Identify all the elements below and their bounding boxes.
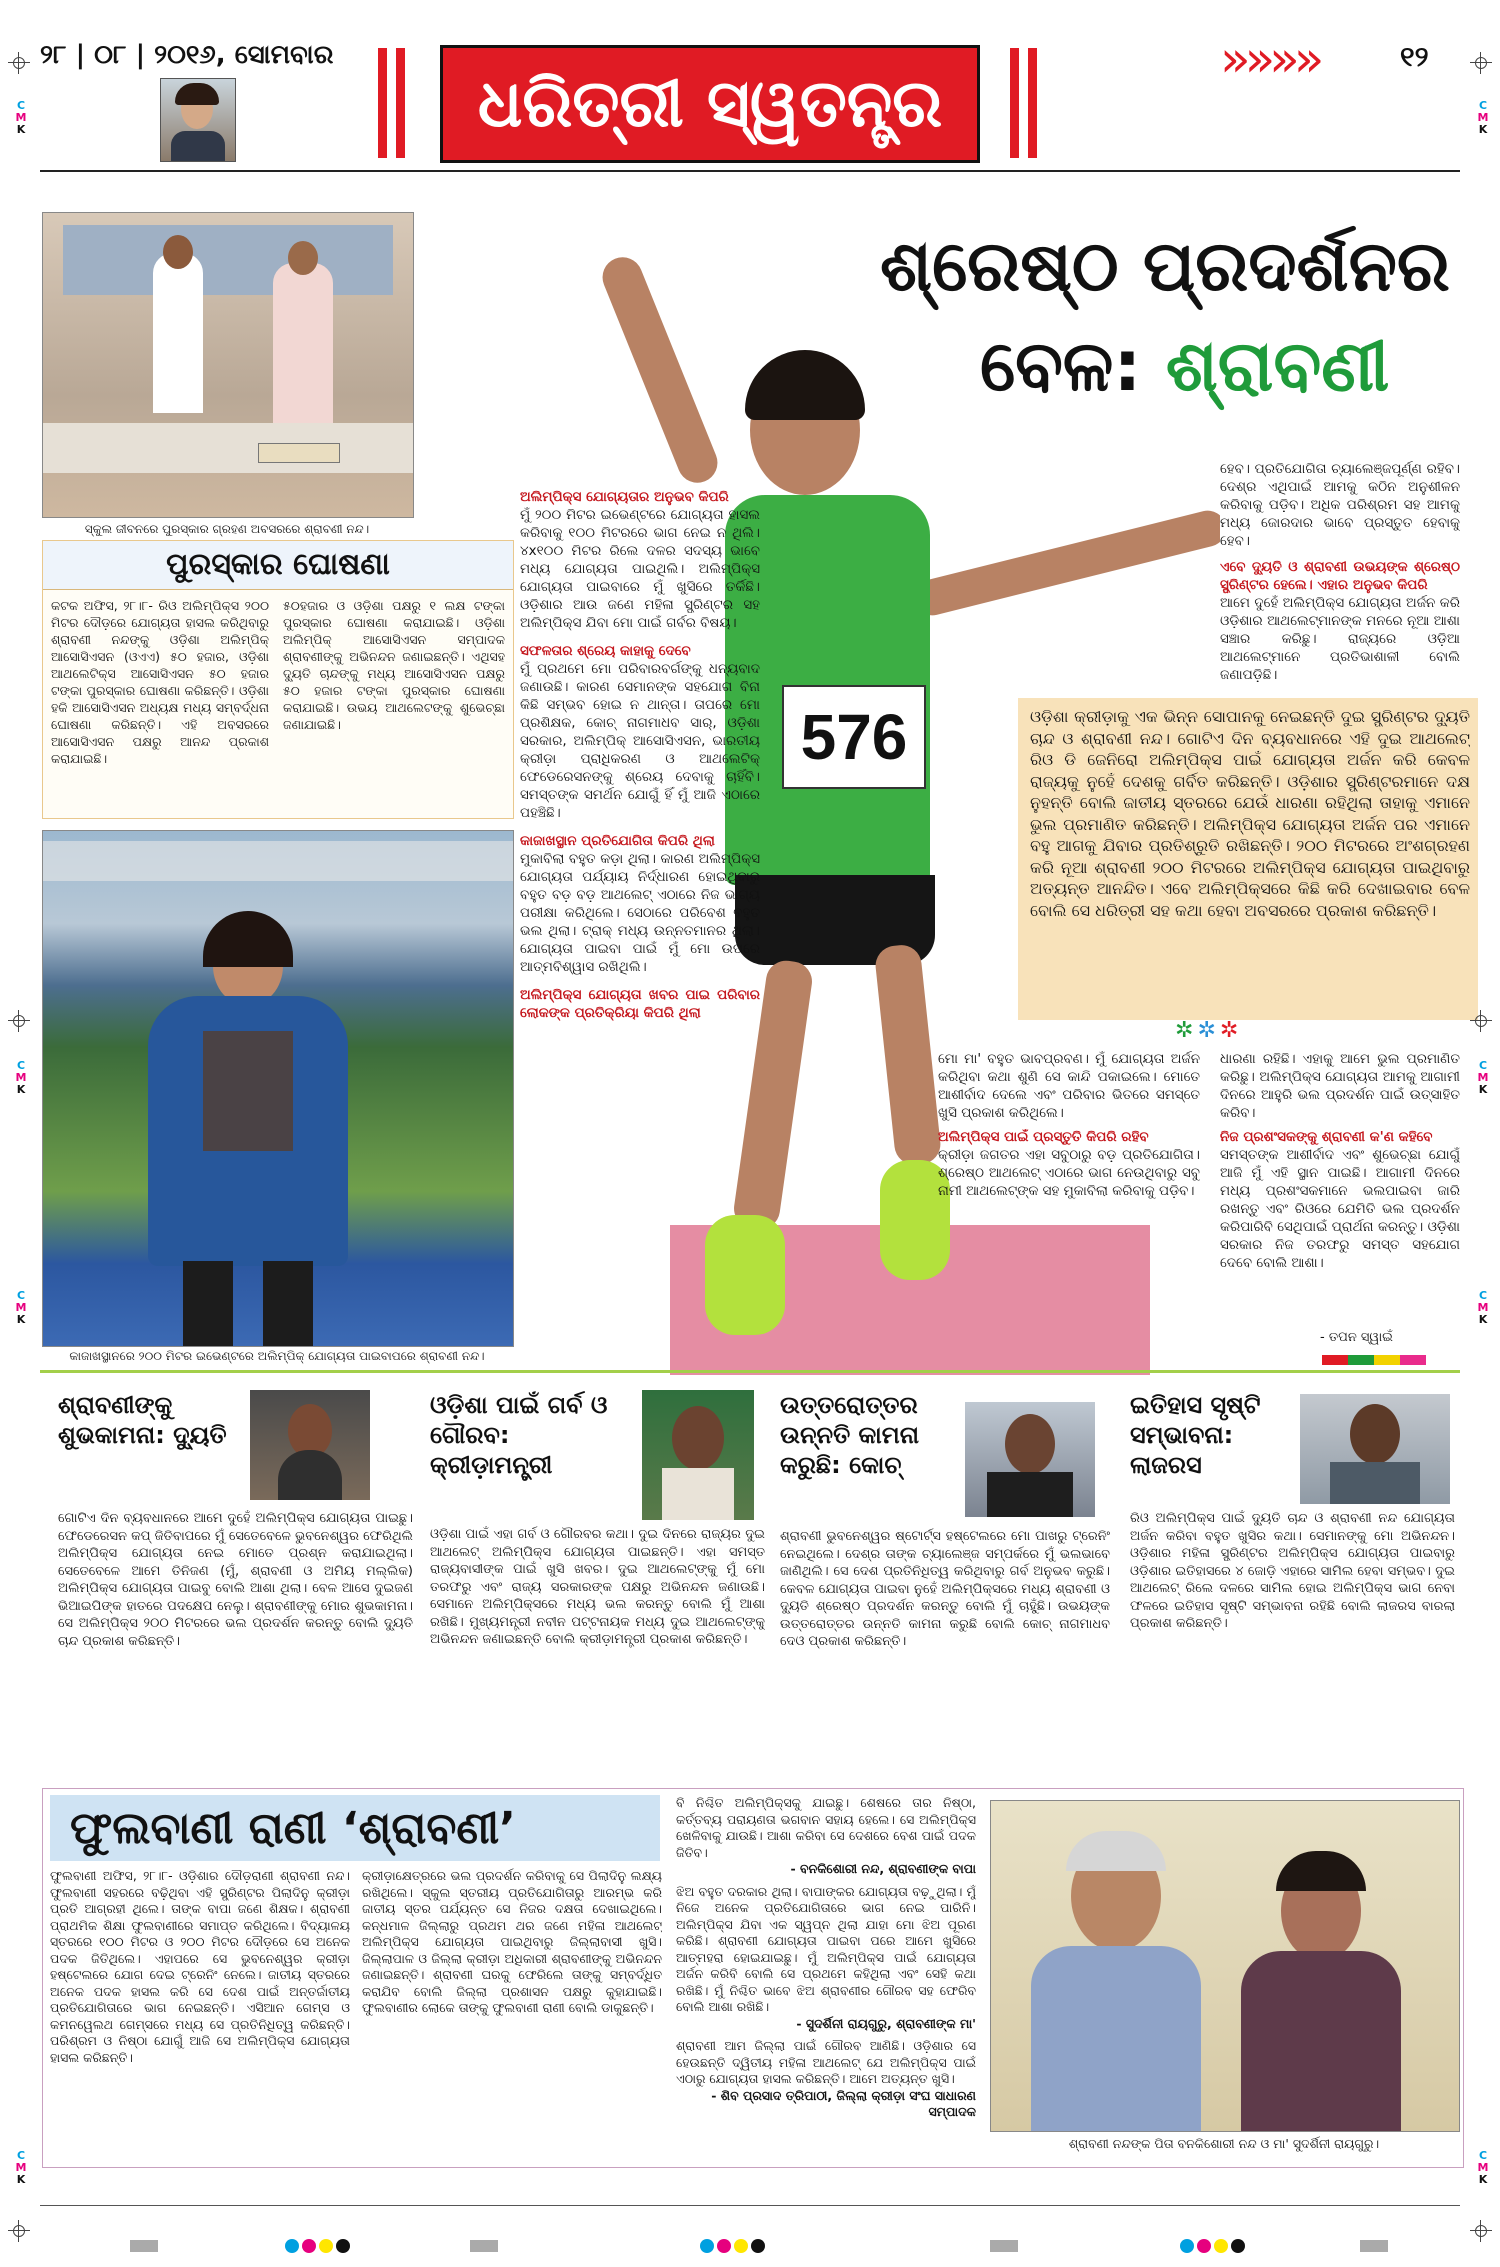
qa-answer: ମୁଁ ୨୦୦ ମିଟର ଇଭେଣ୍ଟରେ ଯୋଗ୍ୟତା ହାସଲ କରିବାକୁ ୧୦୦ ମିଟରରେ ଭାଗ ନେଇ ନ ଥିଲି। ୪x୧୦୦ ମିଟର ରିଲେ ଦଳର ସଦସ୍ୟ ଭାବେ ମଧ୍ୟ ଯୋଗ୍ୟତା ପାଇଥିଲି। ଅଲିମ୍ପିକ୍ସ ଯୋଗ୍ୟତା ପାଇବାରେ ମୁଁ ଖୁସିରେ ତର୍କିଛି। ଓଡ଼ିଶାର ଆଉ ଜଣେ ମହିଳା ସ୍ପ୍ରିଣ୍ଟର ସହ ଅଲିମ୍ପିକ୍ସ ଯିବା ମୋ ପାଇଁ ଗର୍ବର ବିଷୟ। xyxy=(520,507,760,631)
grey-mark xyxy=(470,2240,498,2252)
cmk-mark: C M K xyxy=(15,1059,27,1096)
color-tabs xyxy=(1322,1350,1442,1360)
cmk-mark: C M K xyxy=(15,99,27,136)
author-thumb-photo xyxy=(160,78,236,162)
wish-body: ରିଓ ଅଲିମ୍ପିକ୍ସ ପାଇଁ ଦ୍ୟୁତି ଚାନ୍ଦ ଓ ଶ୍ରାବଣୀ ନନ୍ଦ ଯୋଗ୍ୟତା ଅର୍ଜନ କରିବା ବହୁତ ଖୁସିର କଥା। ସେମାନଙ୍କୁ ମୋ ଅଭିନନ୍ଦନ। ଓଡ଼ିଶାର ମହିଳା ସ୍ପ୍ରିଣ୍ଟର ଅଲିମ୍ପିକ୍ସ ଯୋଗ୍ୟତା ପାଇବାରୁ ଓଡ଼ିଶାର ଇତିହାସରେ ୪ ଜୋଡ଼ି ଏହାରେ ସାମିଲ ହେବା ସମ୍ଭବ। ଦୁଇ ଆଥଲେଟ୍ ରିଲେ ଦଳରେ ସାମିଲ ହୋଇ ଅଲିମ୍ପିକ୍ସ ଭାଗ ନେବା ଫଳରେ ଇତିହାସ ସୃଷ୍ଟି ସମ୍ଭାବନା ରହିଛି ବୋଲି ଲାଜରସ ବାରଲା ପ୍ରକାଶ କରିଛନ୍ତି। xyxy=(1130,1511,1455,1631)
qa-heading: ନିଜ ପ୍ରଶଂସକଙ୍କୁ ଶ୍ରାବଣୀ କ'ଣ କହିବେ xyxy=(1220,1129,1433,1145)
crop-mark-icon xyxy=(1470,52,1492,74)
issue-date: ୨୮ | ୦୮ | ୨୦୧୬, ସୋମବାର xyxy=(40,40,334,70)
duti-portrait xyxy=(250,1390,370,1500)
grey-mark xyxy=(130,2240,158,2252)
cmyk-dots xyxy=(1180,2238,1248,2257)
crop-mark-icon xyxy=(1470,1010,1492,1032)
award-title: ପୁରସ୍କାର ଘୋଷଣା xyxy=(166,547,390,582)
official-quote-byline: - ଶିବ ପ୍ରସାଦ ତ୍ରିପାଠୀ, ଜିଲ୍ଲା କ୍ରୀଡ଼ା ସଂଘ ସାଧାରଣ ସମ୍ପାଦକ xyxy=(711,2087,976,2119)
qa-answer: ଧାରଣା ରହିଛି। ଏହାକୁ ଆମେ ଭୁଲ ପ୍ରମାଣିତ କରିଛୁ। ଅଲିମ୍ପିକ୍ସ ଯୋଗ୍ୟତା ଆମକୁ ଆଗାମୀ ଦିନରେ ଆହୁରି ଭଲ ପ୍ରଦର୍ଶନ ପାଇଁ ଉତ୍ସାହିତ କରିବ। xyxy=(1220,1051,1460,1121)
wish-box-lazarus xyxy=(1130,1390,1460,1760)
main-col-4 xyxy=(1220,1050,1460,1335)
crop-mark-icon xyxy=(1470,2220,1492,2242)
cmk-mark: C M K xyxy=(15,1289,27,1326)
page-number: ୧୨ xyxy=(1400,40,1429,73)
qa-heading: କାଜାଖସ୍ଥାନ ପ୍ରତିଯୋଗିତା କିପରି ଥିଲା xyxy=(520,833,715,849)
cmk-mark: C M K xyxy=(1477,1289,1489,1326)
father-quote-byline: - ବନକିଶୋରୀ ନନ୍ଦ, ଶ୍ରାବଣୀଙ୍କ ବାପା xyxy=(790,1861,976,1876)
ornament-icon: ✲✲✲ xyxy=(1175,1018,1243,1043)
qa-answer: ସମସ୍ତଙ୍କ ଆଶୀର୍ବାଦ ଏବଂ ଶୁଭେଚ୍ଛା ଯୋଗୁଁ ଆଜି ମୁଁ ଏହି ସ୍ଥାନ ପାଇଛି। ଆଗାମୀ ଦିନରେ ମଧ୍ୟ ପ୍ରଶଂସକମାନେ ଭଲପାଇବା ଜାରି ରଖନ୍ତୁ ଏବଂ ରିଓରେ ଯେମିତି ଭଲ ପ୍ରଦର୍ଶନ କରିପାରିବି ସେଥିପାଇଁ ପ୍ରାର୍ଥନା କରନ୍ତୁ। ଓଡ଼ିଶା ସରକାର ନିଜ ତରଫରୁ ସମସ୍ତ ସହଯୋଗ ଦେବେ ବୋଲି ଆଶା। xyxy=(1220,1147,1460,1271)
grey-mark xyxy=(1360,2240,1388,2252)
award-column-b: ୫୦ହଜାର ଓ ଓଡ଼ିଶା ପକ୍ଷରୁ ୧ ଲକ୍ଷ ଟଙ୍କା ପୁରସ୍କାର ଘୋଷଣା କରାଯାଇଛି। ଓଡ଼ିଶା ଅଲିମ୍ପିକ୍ ଆସୋସିଏସନ ସମ୍ପାଦକ ଶ୍ରାବଣୀଙ୍କୁ ଅଭିନନ୍ଦନ ଜଣାଇଛନ୍ତି। ଏଥିସହ ଦ୍ୟୁତି ଚାନ୍ଦଙ୍କୁ ମଧ୍ୟ ଆସୋସିଏସନ ପକ୍ଷରୁ ୫୦ ହଜାର ଟଙ୍କା ପୁରସ୍କାର ଘୋଷଣା କରାଯାଇଛି। ଉଭୟ ଆଥଲେଟଙ୍କୁ ଶୁଭେଚ୍ଛା ଜଣାଯାଇଛି। xyxy=(283,598,505,732)
cmk-mark: C M K xyxy=(1477,1059,1489,1096)
bottom-title: ଫୁଲବାଣୀ ରାଣୀ ‘ଶ୍ରାବଣୀ’ xyxy=(70,1802,516,1854)
main-intro: ଓଡ଼ିଶା କ୍ରୀଡ଼ାକୁ ଏକ ଭିନ୍ନ ସୋପାନକୁ ନେଇଛନ୍ତି ଦୁଇ ସ୍ପ୍ରିଣ୍ଟର ଦ୍ୟୁତି ଚାନ୍ଦ ଓ ଶ୍ରାବଣୀ ନନ୍ଦ। ଗୋଟିଏ ଦିନ ବ୍ୟବଧାନରେ ଏହି ଦୁଇ ଆଥଲେଟ୍ ରିଓ ଡି ଜେନିରୋ ଅଲିମ୍ପିକ୍ସ ପାଇଁ ଯୋଗ୍ୟତା ଅର୍ଜନ କରି କେବଳ ରାଜ୍ୟକୁ ନୁହେଁ ଦେଶକୁ ଗର୍ବିତ କରିଛନ୍ତି। ଓଡ଼ିଶାର ସ୍ପ୍ରିଣ୍ଟରମାନେ ଦକ୍ଷ ନୁହନ୍ତି ବୋଲି ଜାତୀୟ ସ୍ତରରେ ଯେଉଁ ଧାରଣା ରହିଥିଲା ତାହାକୁ ଏମାନେ ଭୁଲ ପ୍ରମାଣିତ କରିଛନ୍ତି। ଅଲିମ୍ପିକ୍ସ ଯୋଗ୍ୟତା ଅର୍ଜନ ପର ଏମାନେ ବହୁ ଆଗକୁ ଯିବାର ପ୍ରତିଶ୍ରୁତି ରଖିଛନ୍ତି। ୨୦୦ ମିଟରରେ ଅଂଶଗ୍ରହଣ କରି ନୂଆ ଶ୍ରାବଣୀ ୨୦୦ ମିଟରରେ ଅଲିମ୍ପିକ୍ସ ଯୋଗ୍ୟତା ପାଇଥିବାରୁ ଅତ୍ୟନ୍ତ ଆନନ୍ଦିତ। ଏବେ ଅଲିମ୍ପିକ୍ସରେ କିଛି କରି ଦେଖାଇବାର ବେଳ ବୋଲି ସେ ଧରିତ୍ରୀ ସହ କଥା ହେବା ଅବସରରେ ପ୍ରକାଶ କରିଛନ୍ତି। xyxy=(1030,707,1470,920)
stadium-caption: କାଜାଖସ୍ଥାନରେ ୨୦୦ ମିଟର ଇଭେଣ୍ଟରେ ଅଲିମ୍ପିକ୍ ଯୋଗ୍ୟତା ପାଇବାପରେ ଶ୍ରାବଣୀ ନନ୍ଦ। xyxy=(69,1349,485,1363)
qa-answer: ମୁଁ ପ୍ରଥମେ ମୋ ପରିବାରବର୍ଗଙ୍କୁ ଧନ୍ୟବାଦ ଜଣାଉଛି। କାରଣ ସେମାନଙ୍କ ସହଯୋଗ ବିନା କିଛି ସମ୍ଭବ ହୋଇ ନ ଥାନ୍ତା। ତାପରେ ମୋ ପ୍ରଶିକ୍ଷକ, କୋଚ୍ ନାଗମାଧବ ସାର୍, ଓଡ଼ିଶା ସରକାର, ଅଲିମ୍ପିକ୍ ଆସୋସିଏସନ, ଭାରତୀୟ କ୍ରୀଡ଼ା ପ୍ରାଧିକରଣ ଓ ଆଥଲେଟିକ୍ ଫେଡେରେସନଙ୍କୁ ଶ୍ରେୟ ଦେବାକୁ ଚାହିଁବି। ସମସ୍ତଙ୍କ ସମର୍ଥନ ଯୋଗୁଁ ହିଁ ମୁଁ ଆଜି ଏଠାରେ ପହଞ୍ଚିଛି। xyxy=(520,661,760,821)
crop-mark-icon xyxy=(8,2220,30,2242)
stadium-photo xyxy=(42,830,514,1347)
bottom-col-c xyxy=(676,1795,976,2160)
wish-title: ଶ୍ରାବଣୀଙ୍କୁ ଶୁଭକାମନା: ଦ୍ୟୁତି xyxy=(58,1391,227,1449)
award-box xyxy=(42,540,514,819)
crop-mark-icon xyxy=(8,52,30,74)
qa-answer: କ୍ରୀଡ଼ା ଜଗତର ଏହା ସବୁଠାରୁ ବଡ଼ ପ୍ରତିଯୋଗିତା। ଶ୍ରେଷ୍ଠ ଆଥଲେଟ୍ ଏଠାରେ ଭାଗ ନେଉଥିବାରୁ ସବୁ ନାମୀ ଆଥଲେଟ୍‌ଙ୍କ ସହ ମୁକାବିଲା କରିବାକୁ ପଡ଼ିବ। xyxy=(938,1147,1200,1199)
wish-body: ଓଡ଼ିଶା ପାଇଁ ଏହା ଗର୍ବ ଓ ଗୌରବର କଥା। ଦୁଇ ଦିନରେ ରାଜ୍ୟର ଦୁଇ ଆଥଲେଟ୍ ଅଲିମ୍ପିକ୍ସ ଯୋଗ୍ୟତା ପାଇଛନ୍ତି। ଏହା ସମସ୍ତ ରାଜ୍ୟବାସୀଙ୍କ ପାଇଁ ଖୁସି ଖବର। ଦୁଇ ଆଥଲେଟ୍‌ଙ୍କୁ ମୁଁ ମୋ ତରଫରୁ ଏବଂ ରାଜ୍ୟ ସରକାରଙ୍କ ପକ୍ଷରୁ ଅଭିନନ୍ଦନ ଜଣାଉଛି। ସେମାନେ ଅଲିମ୍ପିକ୍ସରେ ମଧ୍ୟ ଭଲ କରନ୍ତୁ ବୋଲି ମୁଁ ଆଶା ରଖିଛି। ମୁଖ୍ୟମନ୍ତ୍ରୀ ନବୀନ ପଟ୍ଟନାୟକ ମଧ୍ୟ ଦୁଇ ଆଥଲେଟ୍‌ଙ୍କୁ ଅଭିନନ୍ଦନ ଜଣାଇଛନ୍ତି ବୋଲି କ୍ରୀଡ଼ାମନ୍ତ୍ରୀ ପ୍ରକାଶ କରିଛନ୍ତି। xyxy=(430,1527,765,1647)
cmk-mark: C M K xyxy=(15,2149,27,2186)
qa-answer: ହେବ। ପ୍ରତିଯୋଗିତା ଚ୍ୟାଲେଞ୍ଜପୂର୍ଣ୍ଣ ରହିବ। ଦେଶ୍ର ଏଥିପାଇଁ ଆମକୁ କଠିନ ଅନୁଶୀଳନ କରିବାକୁ ପଡ଼ିବ। ଅଧିକ ପରିଶ୍ରମ ସହ ଆମକୁ ମଧ୍ୟ ଜୋରଦାର ଭାବେ ପ୍ରସ୍ତୁତ ହେବାକୁ ହେବ। xyxy=(1220,461,1460,549)
grey-mark xyxy=(990,2240,1018,2252)
qa-answer: ମୋ ମା' ବହୁତ ଭାବପ୍ରବଣ। ମୁଁ ଯୋଗ୍ୟତା ଅର୍ଜନ କରିଥିବା କଥା ଶୁଣି ସେ କାନ୍ଦି ପକାଇଲେ। ମୋତେ ଆଶୀର୍ବାଦ ଦେଲେ ଏବଂ ପରିବାର ଭିତରେ ସମସ୍ତେ ଖୁସି ପ୍ରକାଶ କରିଥିଲେ। xyxy=(938,1051,1200,1121)
main-byline: - ତପନ ସ୍ୱାଇଁ xyxy=(1320,1330,1393,1345)
wish-title: ଇତିହାସ ସୃଷ୍ଟି ସମ୍ଭାବନା: ଲାଜରସ xyxy=(1130,1391,1261,1479)
mother-quote: ଝିଅ ବହୁତ ଦରକାର ଥିଲା। ବାପାଙ୍କର ଯୋଗ୍ୟତା ବଢ଼ୁଥିଲା। ମୁଁ ନିଜେ ଅନେକ ପ୍ରତିଯୋଗିତାରେ ଭାଗ ନେଇ ପାରିନି। ଅଲିମ୍ପିକ୍ସ ଯିବା ଏକ ସ୍ୱପ୍ନ ଥିଲା ଯାହା ମୋ ଝିଅ ପୂରଣ କରିଛି। ଶ୍ରାବଣୀ ଯୋଗ୍ୟତା ପାଇବା ପରେ ଆମେ ଖୁସିରେ ଆତ୍ମହରା ହୋଇଯାଇଛୁ। ମୁଁ ଅଲିମ୍ପିକ୍ସ ପାଇଁ ଯୋଗ୍ୟତା ଅର୍ଜନ କରିବି ବୋଲି ସେ ପ୍ରଥମେ କହିଥିଲା ଏବଂ ସେହି କଥା ରଖିଛି। ମୁଁ ନିଶ୍ଚିତ ଭାବେ ଝିଅ ଶ୍ରାବଣୀର ଗୌରବ ସହ ଫେରିବ ବୋଲି ଆଶା ରଖିଛି। xyxy=(676,1883,976,2014)
official-quote: ଶ୍ରାବଣୀ ଆମ ଜିଲ୍ଲା ପାଇଁ ଗୌରବ ଆଣିଛି। ଓଡ଼ିଶାର ସେ ହେଉଛନ୍ତି ଦ୍ୱିତୀୟ ମହିଳା ଆଥଲେଟ୍ ଯେ ଅଲିମ୍ପିକ୍ସ ପାଇଁ ଏଠାରୁ ଯୋଗ୍ୟତା ହାସଲ କରିଛନ୍ତି। ଆମେ ଅତ୍ୟନ୍ତ ଖୁସି। xyxy=(676,2038,976,2086)
qa-heading: ଏବେ ଦ୍ୟୁତି ଓ ଶ୍ରାବଣୀ ଉଭୟଙ୍କ ଶ୍ରେଷ୍ଠ ସ୍ପ୍ରିଣ୍ଟର ହେଲେ। ଏହାର ଅନୁଭବ କିପରି xyxy=(1220,559,1460,593)
bottom-col-a: ଫୁଲବାଣୀ ଅଫିସ, ୨୮।୮- ଓଡ଼ିଶାର ଦୌଡ଼ରାଣୀ ଶ୍ରାବଣୀ ନନ୍ଦ। ଫୁଲବାଣୀ ସହରରେ ବଢ଼ିଥିବା ଏହି ସ୍ପ୍ରିଣ୍ଟର ପିଲାଦିନୁ କ୍ରୀଡ଼ା ପ୍ରତି ଆଗ୍ରହୀ ଥିଲେ। ତାଙ୍କ ବାପା ଜଣେ ଶିକ୍ଷକ। ଶ୍ରାବଣୀ ପ୍ରାଥମିକ ଶିକ୍ଷା ଫୁଲବାଣୀରେ ସମାପ୍ତ କରିଥିଲେ। ବିଦ୍ୟାଳୟ ସ୍ତରରେ ୧୦୦ ମିଟର ଓ ୨୦୦ ମିଟର ଦୌଡ଼ରେ ସେ ଅନେକ ପଦକ ଜିତିଥିଲେ। ଏହାପରେ ସେ ଭୁବନେଶ୍ୱର କ୍ରୀଡ଼ା ହଷ୍ଟେଲରେ ଯୋଗ ଦେଇ ଟ୍ରେନିଂ ନେଲେ। ଜାତୀୟ ସ୍ତରରେ ଅନେକ ପଦକ ହାସଲ କରି ସେ ଦେଶ ପାଇଁ ଅନ୍ତର୍ଜାତୀୟ ପ୍ରତିଯୋଗିତାରେ ଭାଗ ନେଇଛନ୍ତି। ଏସିଆନ ଗେମ୍ସ ଓ କମନୱେଲଥ ଗେମ୍ସରେ ମଧ୍ୟ ସେ ପ୍ରତିନିଧିତ୍ୱ କରିଛନ୍ତି। ପରିଶ୍ରମ ଓ ନିଷ୍ଠା ଯୋଗୁଁ ଆଜି ସେ ଅଲିମ୍ପିକ୍ସ ଯୋଗ୍ୟତା ହାସଲ କରିଛନ୍ତି। xyxy=(50,1868,350,2065)
header-rule xyxy=(40,170,1460,172)
bottom-rule xyxy=(40,2205,1460,2206)
wish-box-minister xyxy=(430,1390,770,1760)
cmyk-dots xyxy=(700,2238,768,2257)
qa-heading: ଅଲିମ୍ପିକ୍ସ ପାଇଁ ପ୍ରସ୍ତୁତି କିପରି ରହିବ xyxy=(938,1129,1149,1145)
wishes-top-rule xyxy=(40,1370,1460,1373)
qa-answer: ଆମେ ଦୁହେଁ ଅଲିମ୍ପିକ୍ସ ଯୋଗ୍ୟତା ଅର୍ଜନ କରି ଓଡ଼ିଶାର ଆଥଲେଟ୍‌ମାନଙ୍କ ମନରେ ନୂଆ ଆଶା ସଞ୍ଚାର କରିଛୁ। ରାଜ୍ୟରେ ଓଡ଼ିଆ ଆଥଲେଟ୍‌ମାନେ ପ୍ରତିଭାଶାଳୀ ବୋଲି ଜଣାପଡ଼ିଛି। xyxy=(1220,595,1460,683)
main-col-1 xyxy=(520,488,760,1243)
headline-name: ଶ୍ରାବଣୀ xyxy=(1165,325,1390,407)
mother-quote-byline: - ସୁଦର୍ଶିନୀ ରାୟଗୁରୁ, ଶ୍ରାବଣୀଙ୍କ ମା' xyxy=(796,2015,976,2031)
award-title-band xyxy=(43,541,513,590)
minister-portrait xyxy=(642,1390,754,1520)
wish-box-duti xyxy=(58,1390,418,1760)
wish-body: ଗୋଟିଏ ଦିନ ବ୍ୟବଧାନରେ ଆମେ ଦୁହେଁ ଅଲିମ୍ପିକ୍ସ ଯୋଗ୍ୟତା ପାଇଛୁ। ଫେଡେରେସନ କପ୍ ଜିତିବାପରେ ମୁଁ ସେତେବେଳେ ଭୁବନେଶ୍ୱର ଫେରିଥିଲି ଅଲିମ୍ପିକ୍ସ ଯୋଗ୍ୟତା ନେଇ ମୋତେ ପ୍ରଶ୍ନ କରାଯାଇଥିଲା। ସେତେବେଳେ ଆମେ ତିନିଜଣ (ମୁଁ, ଶ୍ରାବଣୀ ଓ ଅମିୟ ମଲ୍ଲିକ) ଅଲିମ୍ପିକ୍ସ ଯୋଗ୍ୟତା ପାଇବୁ ବୋଲି ଆଶା ଥିଲା। ବେଳ ଆସେ ଦୁଇଜଣ ଭିଆଇପିଙ୍କ ହାତରେ ପଦକ୍ଷେପ ନେଲୁ। ଶ୍ରାବଣୀଙ୍କୁ ମୋର ଶୁଭକାମନା। ସେ ଅଲିମ୍ପିକ୍ସ ୨୦୦ ମିଟରରେ ଭଲ ପ୍ରଦର୍ଶନ କରନ୍ତୁ ବୋଲି ଦ୍ୟୁତି ଚାନ୍ଦ ପ୍ରକାଶ କରିଛନ୍ତି। xyxy=(58,1511,413,1649)
parents-photo xyxy=(990,1800,1460,2132)
cmyk-dots xyxy=(285,2238,353,2257)
bottom-col-b: କ୍ରୀଡ଼ାକ୍ଷେତ୍ରରେ ଭଲ ପ୍ରଦର୍ଶନ କରିବାକୁ ସେ ପିଲାଦିନୁ ଲକ୍ଷ୍ୟ ରଖିଥିଲେ। ସ୍କୁଲ ସ୍ତରୀୟ ପ୍ରତିଯୋଗିତାରୁ ଆରମ୍ଭ କରି ଜାତୀୟ ସ୍ତର ପର୍ଯ୍ୟନ୍ତ ସେ ନିଜର ଦକ୍ଷତା ଦେଖାଇଥିଲେ। କନ୍ଧମାଳ ଜିଲ୍ଲାରୁ ପ୍ରଥମ ଥର ଜଣେ ମହିଳା ଆଥଲେଟ୍ ଅଲିମ୍ପିକ୍ସ ଯୋଗ୍ୟତା ପାଇଥିବାରୁ ଜିଲ୍ଲାବାସୀ ଖୁସି। ଜିଲ୍ଲାପାଳ ଓ ଜିଲ୍ଲା କ୍ରୀଡ଼ା ଅଧିକାରୀ ଶ୍ରାବଣୀଙ୍କୁ ଅଭିନନ୍ଦନ ଜଣାଇଛନ୍ତି। ଶ୍ରାବଣୀ ଘରକୁ ଫେରିଲେ ତାଙ୍କୁ ସମ୍ବର୍ଦ୍ଧିତ କରାଯିବ ବୋଲି ଜିଲ୍ଲା ପ୍ରଶାସନ ପକ୍ଷରୁ କୁହାଯାଇଛି। ଫୁଲବାଣୀର ଲୋକେ ତାଙ୍କୁ ଫୁଲବାଣୀ ରାଣୀ ବୋଲି ଡାକୁଛନ୍ତି। xyxy=(362,1868,662,2015)
qa-heading: ଅଲିମ୍ପିକ୍ସ ଯୋଗ୍ୟତା ଖବର ପାଇ ପରିବାର ଲୋକଙ୍କ ପ୍ରତିକ୍ରିୟା କିପରି ଥିଲା xyxy=(520,987,760,1021)
wish-title: ଉତ୍ତରୋତ୍ତର ଉନ୍ନତି କାମନା କରୁଛି: କୋଚ୍ xyxy=(780,1391,919,1479)
school-award-photo xyxy=(42,212,414,518)
masthead-title: ଧରିତ୍ରୀ ସ୍ୱତନ୍ତ୍ର xyxy=(477,64,943,142)
main-col-3 xyxy=(1220,460,1460,690)
cmk-mark: C M K xyxy=(1477,2149,1489,2186)
crop-mark-icon xyxy=(8,1010,30,1032)
masthead-title-box xyxy=(440,45,980,163)
header-arrows-icon: »»»» xyxy=(1220,30,1319,88)
cmk-mark: C M K xyxy=(1477,99,1489,136)
wish-box-coach xyxy=(780,1390,1110,1760)
headline-prefix: ବେଳ: xyxy=(980,325,1142,407)
qa-heading: ଅଲିମ୍ପିକ୍ସ ଯୋଗ୍ୟତାର ଅନୁଭବ କିପରି xyxy=(520,489,729,505)
bottom-title-band xyxy=(50,1795,660,1861)
coach-portrait xyxy=(965,1402,1095,1517)
runner-bib xyxy=(782,685,926,789)
school-award-caption: ସ୍କୁଲ ଜୀବନରେ ପୁରସ୍କାର ଗ୍ରହଣ ଅବସରରେ ଶ୍ରାବଣୀ ନନ୍ଦ। xyxy=(84,522,370,536)
parents-caption: ଶ୍ରାବଣୀ ନନ୍ଦଙ୍କ ପିତା ବନକିଶୋରୀ ନନ୍ଦ ଓ ମା' ସୁଦର୍ଶିନୀ ରାୟଗୁରୁ। xyxy=(1068,2136,1380,2151)
wish-title: ଓଡ଼ିଶା ପାଇଁ ଗର୍ବ ଓ ଗୌରବ: କ୍ରୀଡ଼ାମନ୍ତ୍ରୀ xyxy=(430,1391,608,1479)
qa-answer: ମୁକାବିଲା ବହୁତ କଡ଼ା ଥିଲା। କାରଣ ଅଲିମ୍ପିକ୍ସ ଯୋଗ୍ୟତା ପର୍ଯ୍ୟାୟ ନିର୍ଦ୍ଧାରଣ ହୋଇଥିବାରୁ ବହୁତ ବଡ଼ ବଡ଼ ଆଥଲେଟ୍ ଏଠାରେ ନିଜ ଭାଗ୍ୟ ପରୀକ୍ଷା କରିଥିଲେ। ସେଠାରେ ପରିବେଶ ବହୁତ ଭଲ ଥିଲା। ଟ୍ରାକ୍ ମଧ୍ୟ ଉନ୍ନତମାନର ଥିଲା। ଯୋଗ୍ୟତା ପାଇବା ପାଇଁ ମୁଁ ମୋ ଉପରେ ଆତ୍ମବିଶ୍ୱାସ ରଖିଥିଲି। xyxy=(520,851,760,975)
award-column-a: କଟକ ଅଫିସ, ୨୮।୮- ରିଓ ଅଲିମ୍ପିକ୍ସ ୨୦୦ ମିଟର ଦୌଡ଼ରେ ଯୋଗ୍ୟତା ହାସଲ କରିଥିବାରୁ ଶ୍ରାବଣୀ ନନ୍ଦଙ୍କୁ ଓଡ଼ିଶା ଅଲିମ୍ପିକ୍ ଆସୋସିଏସନ (ଓଏଏ) ୫୦ ହଜାର, ଓଡ଼ିଶା ଆଥଲେଟିକ୍ସ ଆସୋସିଏସନ ୫୦ ହଜାର ଟଙ୍କା ପୁରସ୍କାର ଘୋଷଣା କରିଛନ୍ତି। ଓଡ଼ିଶା ହକି ଆସୋସିଏସନ ଅଧ୍ୟକ୍ଷ ମଧ୍ୟ ସମ୍ବର୍ଦ୍ଧନା ଘୋଷଣା କରିଛନ୍ତି। ଏହି ଅବସରରେ ଆସୋସିଏସନ ପକ୍ଷରୁ ଆନନ୍ଦ ପ୍ରକାଶ କରାଯାଇଛି। xyxy=(51,598,269,766)
lazarus-portrait xyxy=(1300,1394,1450,1504)
bib-number: 576 xyxy=(800,701,908,773)
wish-body: ଶ୍ରାବଣୀ ଭୁବନେଶ୍ୱର ଷ୍ଟୋର୍ଟ୍ସ ହଷ୍ଟେଲରେ ମୋ ପାଖରୁ ଟ୍ରେନିଂ ନେଇଥିଲେ। ଦେଶ୍ର ତାଙ୍କ ଚ୍ୟାଲେଞ୍ଜ ସମ୍ପର୍କରେ ମୁଁ ଭଲଭାବେ ଜାଣିଥିଲି। ସେ ଦେଶ ପ୍ରତିନିଧିତ୍ୱ କରିଥିବାରୁ ଗର୍ବ ଅନୁଭବ କରୁଛି। କେବଳ ଯୋଗ୍ୟତା ପାଇବା ନୁହେଁ ଅଲିମ୍ପିକ୍ସରେ ମଧ୍ୟ ଶ୍ରାବଣୀ ଓ ଦ୍ୟୁତି ଶ୍ରେଷ୍ଠ ପ୍ରଦର୍ଶନ କରନ୍ତୁ ବୋଲି ମୁଁ ଚାହୁଁଛି। ଉଭୟଙ୍କ ଉତ୍ତରୋତ୍ତର ଉନ୍ନତି କାମନା କରୁଛି ବୋଲି କୋଚ୍ ନାଗମାଧବ ଦେଓ ପ୍ରକାଶ କରିଛନ୍ତି। xyxy=(780,1529,1110,1649)
father-quote: ବି ନିଶ୍ଚିତ ଅଲିମ୍ପିକ୍ସକୁ ଯାଇଛୁ। ଶେଷରେ ତାର ନିଷ୍ଠା, କର୍ତ୍ତବ୍ୟ ପରାୟଣତା ଭଗବାନ ସହାୟ ହେଲେ। ସେ ଅଲିମ୍ପିକ୍ସ ଖେଳିବାକୁ ଯାଉଛି। ଆଶା କରିବା ସେ ଦେଶରେ ବେଶ ପାଇଁ ପଦକ ଜିତିବ। xyxy=(676,1795,976,1860)
qa-heading: ସଫଳତାର ଶ୍ରେୟ କାହାକୁ ଦେବେ xyxy=(520,643,691,659)
main-col-2 xyxy=(938,1050,1200,1210)
headline-line-1: ଶ୍ରେଷ୍ଠ ପ୍ରଦର୍ଶନର xyxy=(880,225,1450,307)
